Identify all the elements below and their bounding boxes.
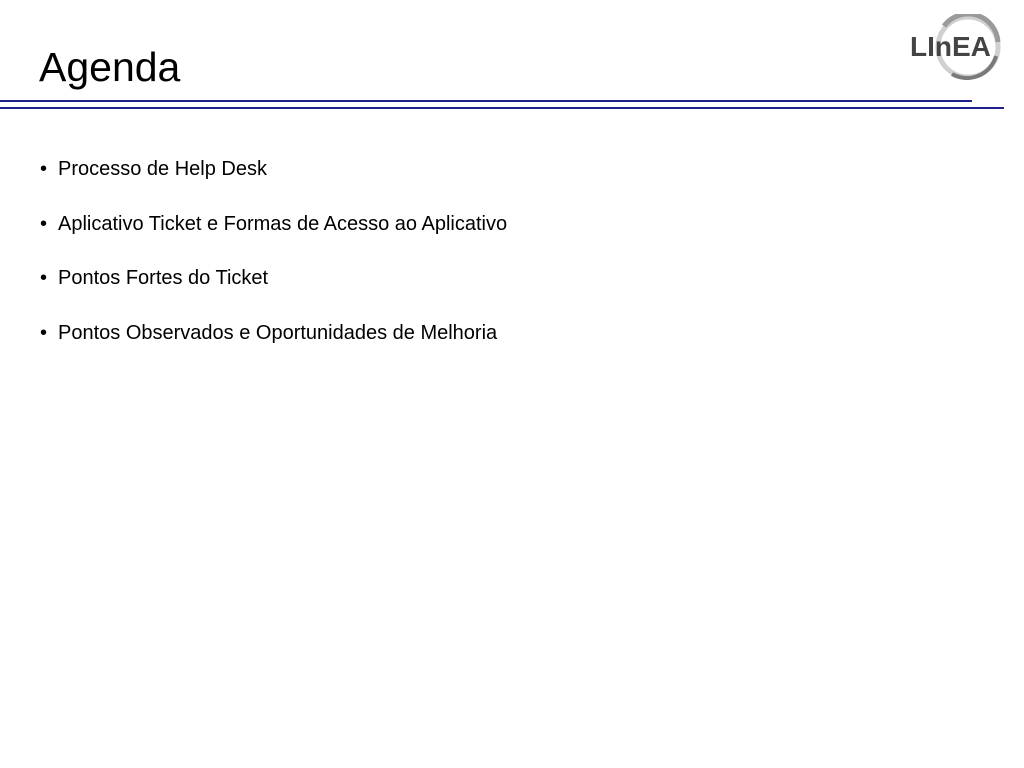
agenda-item-label: Processo de Help Desk	[58, 158, 267, 180]
linea-logo	[906, 14, 1008, 80]
bullet-icon: •	[40, 158, 48, 180]
agenda-list	[40, 154, 507, 372]
title-underline-top	[0, 100, 972, 102]
bullet-icon: •	[40, 267, 48, 289]
logo-text: LInEA	[910, 31, 991, 62]
agenda-item	[40, 209, 507, 239]
bullet-icon: •	[40, 321, 48, 344]
agenda-item	[40, 154, 507, 184]
agenda-item-label: Aplicativo Ticket e Formas de Acesso ao Aplicativo	[58, 212, 508, 235]
bullet-icon: •	[40, 212, 48, 235]
agenda-item	[40, 263, 507, 293]
agenda-item-label: Pontos Observados e Oportunidades de Melhoria	[58, 321, 498, 344]
agenda-item-label: Pontos Fortes do Ticket	[58, 267, 269, 289]
title-underline-bottom	[0, 107, 1004, 109]
agenda-item	[40, 318, 507, 348]
slide-title: Agenda	[39, 44, 181, 90]
